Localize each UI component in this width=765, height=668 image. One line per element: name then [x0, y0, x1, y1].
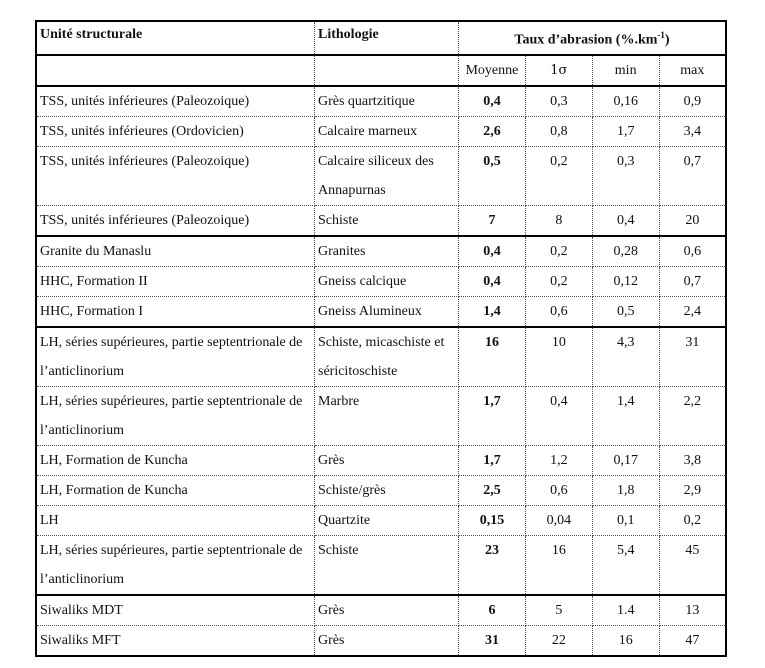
row-lithology-cell: Schiste, micaschiste et séricitoschiste — [315, 327, 459, 387]
row-lithology-cell: Calcaire marneux — [315, 116, 459, 146]
row-mean-cell: 0,15 — [459, 505, 526, 535]
row-min-cell: 1.4 — [592, 595, 659, 626]
row-max-cell: 31 — [659, 327, 726, 387]
row-sigma-cell: 22 — [525, 625, 592, 656]
row-min-cell: 0,4 — [592, 205, 659, 236]
subheader-empty-litho — [315, 55, 459, 86]
row-min-cell: 0,17 — [592, 445, 659, 475]
row-mean-cell: 31 — [459, 625, 526, 656]
row-sigma-cell: 0,2 — [525, 266, 592, 296]
row-sigma-cell: 1,2 — [525, 445, 592, 475]
header-taux-abrasion — [459, 21, 727, 55]
row-lithology-cell: Grès — [315, 445, 459, 475]
row-unit-cell: Granite du Manaslu — [36, 236, 315, 267]
table-row — [36, 236, 726, 267]
row-sigma-cell: 0,4 — [525, 386, 592, 445]
row-mean-cell: 1,7 — [459, 445, 526, 475]
row-min-cell: 0,5 — [592, 296, 659, 327]
row-mean-cell: 0,4 — [459, 86, 526, 117]
row-unit-cell: LH, séries supérieures, partie septentrionale de l’anticlinorium — [36, 327, 315, 387]
row-unit-cell: TSS, unités inférieures (Paleozoique) — [36, 86, 315, 117]
row-sigma-cell: 0,6 — [525, 296, 592, 327]
row-unit-cell: Siwaliks MFT — [36, 625, 315, 656]
row-max-cell: 2,4 — [659, 296, 726, 327]
row-lithology-cell: Calcaire siliceux des Annapurnas — [315, 146, 459, 205]
row-sigma-cell: 8 — [525, 205, 592, 236]
row-min-cell: 0,12 — [592, 266, 659, 296]
row-lithology-cell: Grès — [315, 595, 459, 626]
row-min-cell: 0,1 — [592, 505, 659, 535]
row-mean-cell: 1,7 — [459, 386, 526, 445]
row-max-cell: 13 — [659, 595, 726, 626]
row-max-cell: 45 — [659, 535, 726, 595]
row-unit-cell: TSS, unités inférieures (Paleozoique) — [36, 205, 315, 236]
row-unit-cell: LH, séries supérieures, partie septentrionale de l’anticlinorium — [36, 386, 315, 445]
row-lithology-cell: Gneiss calcique — [315, 266, 459, 296]
abrasion-rate-table — [35, 20, 727, 657]
row-max-cell: 0,6 — [659, 236, 726, 267]
row-max-cell: 20 — [659, 205, 726, 236]
row-sigma-cell: 5 — [525, 595, 592, 626]
row-max-cell: 0,7 — [659, 266, 726, 296]
header-taux-abrasion-exponent: -1 — [657, 30, 665, 40]
row-max-cell: 2,2 — [659, 386, 726, 445]
table-row — [36, 595, 726, 626]
table-row — [36, 86, 726, 117]
row-min-cell: 16 — [592, 625, 659, 656]
row-unit-cell: LH, Formation de Kuncha — [36, 445, 315, 475]
header-unite-structurale: Unité structurale — [36, 21, 315, 55]
row-max-cell: 2,9 — [659, 475, 726, 505]
table-row — [36, 266, 726, 296]
row-lithology-cell: Gneiss Alumineux — [315, 296, 459, 327]
table-row — [36, 146, 726, 205]
header-taux-abrasion-text: Taux d’abrasion (%.km — [514, 32, 658, 48]
row-lithology-cell: Grès quartzitique — [315, 86, 459, 117]
table-row — [36, 475, 726, 505]
table-row — [36, 327, 726, 387]
row-sigma-cell: 0,8 — [525, 116, 592, 146]
row-max-cell: 3,8 — [659, 445, 726, 475]
row-unit-cell: LH, Formation de Kuncha — [36, 475, 315, 505]
table-row — [36, 625, 726, 656]
row-max-cell: 47 — [659, 625, 726, 656]
row-sigma-cell: 0,3 — [525, 86, 592, 117]
row-sigma-cell: 16 — [525, 535, 592, 595]
table-row — [36, 116, 726, 146]
row-min-cell: 1,8 — [592, 475, 659, 505]
table-row — [36, 386, 726, 445]
row-lithology-cell: Granites — [315, 236, 459, 267]
row-sigma-cell: 10 — [525, 327, 592, 387]
row-unit-cell: Siwaliks MDT — [36, 595, 315, 626]
subheader-empty-unit — [36, 55, 315, 86]
row-mean-cell: 2,5 — [459, 475, 526, 505]
row-mean-cell: 0,4 — [459, 236, 526, 267]
subheader-sigma: 1σ — [525, 55, 592, 86]
row-sigma-cell: 0,6 — [525, 475, 592, 505]
row-max-cell: 0,2 — [659, 505, 726, 535]
row-mean-cell: 2,6 — [459, 116, 526, 146]
table-row — [36, 296, 726, 327]
row-max-cell: 3,4 — [659, 116, 726, 146]
row-mean-cell: 0,5 — [459, 146, 526, 205]
subheader-moyenne: Moyenne — [459, 55, 526, 86]
row-min-cell: 0,28 — [592, 236, 659, 267]
row-min-cell: 5,4 — [592, 535, 659, 595]
header-row — [36, 21, 726, 55]
table-row — [36, 205, 726, 236]
table-row — [36, 535, 726, 595]
row-unit-cell: HHC, Formation II — [36, 266, 315, 296]
row-unit-cell: LH — [36, 505, 315, 535]
subheader-min: min — [592, 55, 659, 86]
row-mean-cell: 16 — [459, 327, 526, 387]
row-min-cell: 4,3 — [592, 327, 659, 387]
row-min-cell: 0,16 — [592, 86, 659, 117]
row-unit-cell: TSS, unités inférieures (Ordovicien) — [36, 116, 315, 146]
abrasion-table-container — [35, 20, 727, 657]
subheader-row — [36, 55, 726, 86]
row-mean-cell: 6 — [459, 595, 526, 626]
subheader-max: max — [659, 55, 726, 86]
row-min-cell: 1,7 — [592, 116, 659, 146]
row-mean-cell: 23 — [459, 535, 526, 595]
row-lithology-cell: Marbre — [315, 386, 459, 445]
row-mean-cell: 0,4 — [459, 266, 526, 296]
row-lithology-cell: Grès — [315, 625, 459, 656]
row-unit-cell: LH, séries supérieures, partie septentrionale de l’anticlinorium — [36, 535, 315, 595]
row-min-cell: 1,4 — [592, 386, 659, 445]
row-max-cell: 0,9 — [659, 86, 726, 117]
row-lithology-cell: Schiste/grès — [315, 475, 459, 505]
row-lithology-cell: Quartzite — [315, 505, 459, 535]
table-row — [36, 505, 726, 535]
row-min-cell: 0,3 — [592, 146, 659, 205]
table-row — [36, 445, 726, 475]
row-sigma-cell: 0,2 — [525, 236, 592, 267]
header-taux-abrasion-close: ) — [664, 32, 670, 48]
row-max-cell: 0,7 — [659, 146, 726, 205]
row-lithology-cell: Schiste — [315, 535, 459, 595]
row-mean-cell: 7 — [459, 205, 526, 236]
row-unit-cell: HHC, Formation I — [36, 296, 315, 327]
row-sigma-cell: 0,2 — [525, 146, 592, 205]
row-unit-cell: TSS, unités inférieures (Paleozoique) — [36, 146, 315, 205]
row-mean-cell: 1,4 — [459, 296, 526, 327]
header-lithologie: Lithologie — [315, 21, 459, 55]
row-lithology-cell: Schiste — [315, 205, 459, 236]
row-sigma-cell: 0,04 — [525, 505, 592, 535]
